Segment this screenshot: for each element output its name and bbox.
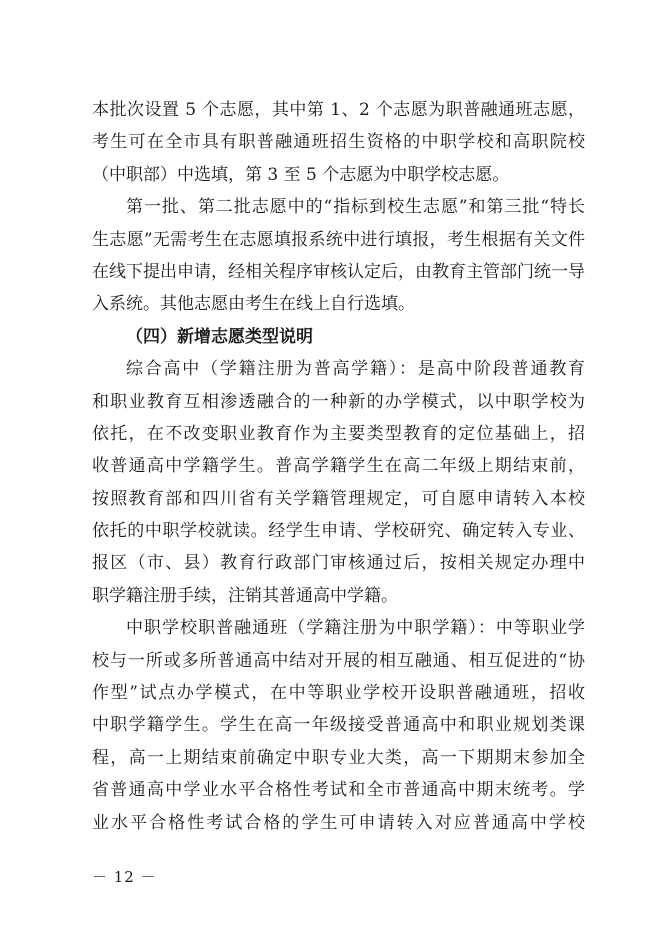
text-line: 职学籍注册手续，注销其普通高中学籍。 — [92, 585, 398, 606]
document-body — [92, 94, 585, 839]
text-line: 生志愿”无需考生在志愿填报系统中进行填报，考生根据有关文件 — [92, 229, 585, 250]
text-line: 入系统。其他志愿由考生在线上自行选填。 — [92, 294, 415, 315]
paragraph-4 — [92, 612, 585, 839]
text-line: 依托的中职学校就读。经学生申请、学校研究、确定转入专业、 — [92, 521, 585, 542]
text-line: 中职学籍学生。学生在高一年级接受普通高中和职业规划类课 — [92, 715, 585, 736]
text-line: 和职业教育互相渗透融合的一种新的办学模式，以中职学校为 — [92, 391, 585, 412]
page-number: － 12 － — [92, 868, 157, 886]
text-line: 业水平合格性考试合格的学生可申请转入对应普通高中学校 — [92, 812, 585, 833]
paragraph-1 — [92, 94, 585, 191]
text-line: 按照教育部和四川省有关学籍管理规定，可自愿申请转入本校 — [92, 488, 585, 509]
text-line: （中职部）中选填，第 3 至 5 个志愿为中职学校志愿。 — [92, 164, 510, 185]
section-heading: （四）新增志愿类型说明 — [126, 326, 313, 347]
text-line: 程，高一上期结束前确定中职专业大类，高一下期期末参加全 — [92, 747, 585, 768]
text-line: 综合高中（学籍注册为普高学籍）：是高中阶段普通教育 — [126, 359, 585, 380]
text-line: 考生可在全市具有职普融通班招生资格的中职学校和高职院校 — [92, 132, 585, 153]
text-line: 中职学校职普融通班（学籍注册为中职学籍）：中等职业学 — [126, 618, 585, 639]
text-line: 报区（市、县）教育行政部门审核通过后，按相关规定办理中 — [92, 553, 585, 574]
text-line: 第一批、第二批志愿中的“指标到校生志愿”和第三批“特长 — [126, 197, 585, 218]
text-line: 校与一所或多所普通高中结对开展的相互融通、相互促进的“协 — [92, 650, 585, 671]
paragraph-3 — [92, 353, 585, 612]
text-line: 依托，在不改变职业教育作为主要类型教育的定位基础上，招 — [92, 423, 585, 444]
text-line: 收普通高中学籍学生。普高学籍学生在高二年级上期结束前， — [92, 456, 585, 477]
text-line: 省普通高中学业水平合格性考试和全市普通高中期末统考。学 — [92, 780, 585, 801]
text-line: 作型”试点办学模式，在中等职业学校开设职普融通班，招收 — [92, 683, 585, 704]
paragraph-2 — [92, 191, 585, 321]
text-line: 在线下提出申请，经相关程序审核认定后，由教育主管部门统一导 — [92, 261, 585, 282]
text-line: 本批次设置 5 个志愿，其中第 1、2 个志愿为职普融通班志愿， — [92, 100, 585, 120]
